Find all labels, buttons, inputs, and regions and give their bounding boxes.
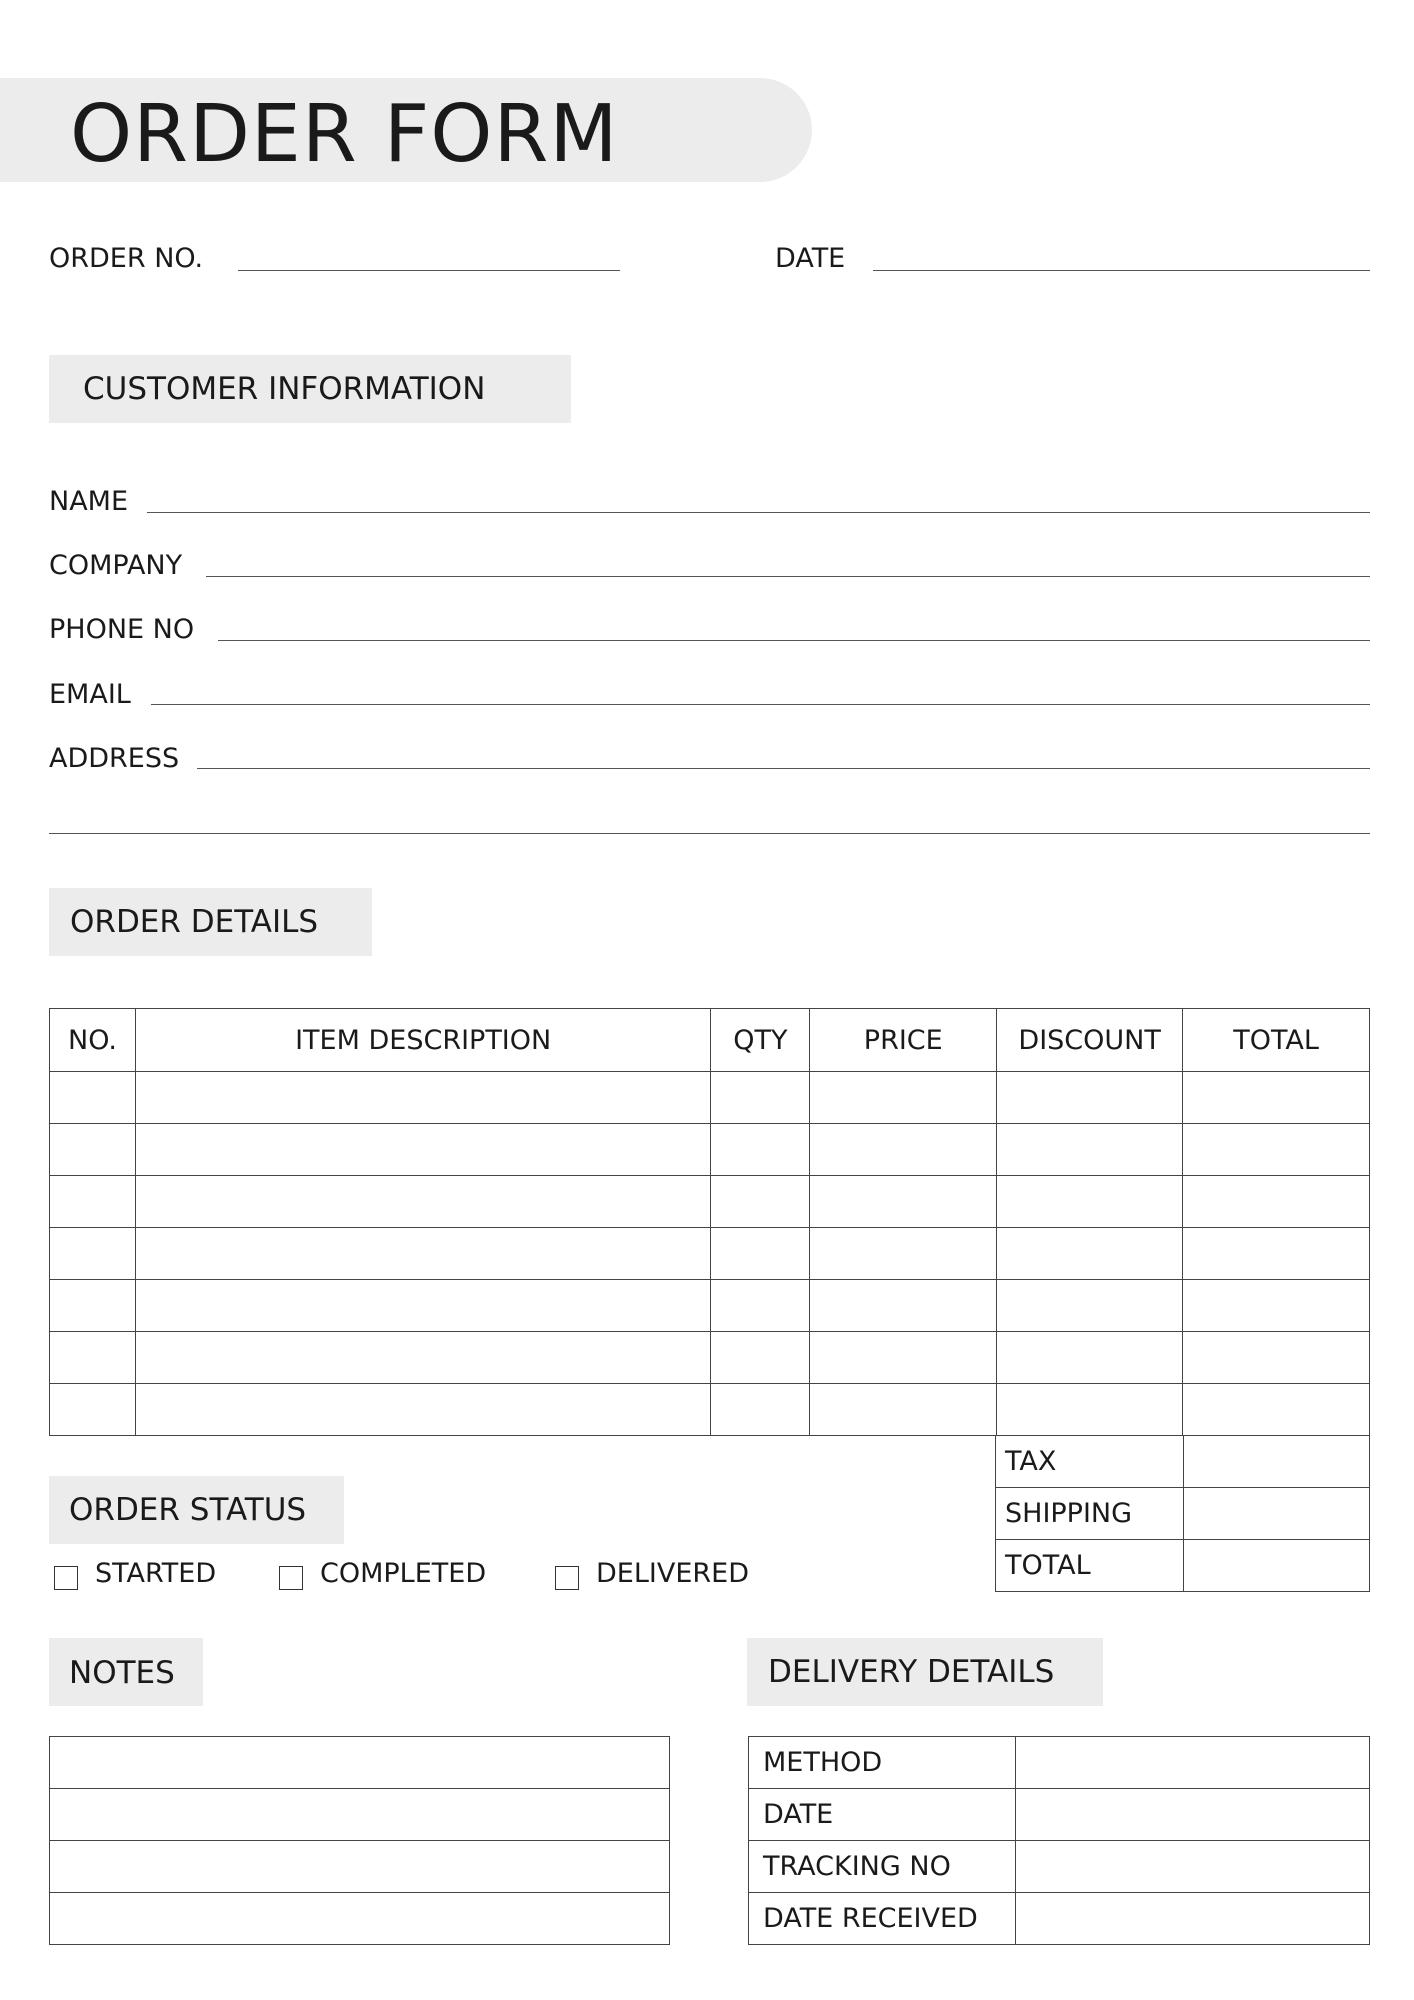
table-cell[interactable] bbox=[135, 1176, 710, 1228]
address-field-line-2[interactable] bbox=[49, 833, 1370, 834]
table-cell[interactable] bbox=[135, 1228, 710, 1280]
date-received-value-cell[interactable] bbox=[1015, 1893, 1369, 1945]
started-checkbox[interactable] bbox=[54, 1566, 78, 1590]
table-cell[interactable] bbox=[1183, 1124, 1370, 1176]
table-cell[interactable] bbox=[711, 1124, 810, 1176]
table-cell[interactable] bbox=[135, 1124, 710, 1176]
table-cell[interactable] bbox=[997, 1176, 1183, 1228]
page-title: ORDER FORM bbox=[70, 88, 619, 180]
email-field[interactable] bbox=[151, 704, 1370, 705]
method-label: METHOD bbox=[749, 1737, 1016, 1789]
order-details-heading: ORDER DETAILS bbox=[70, 904, 319, 940]
tracking-no-value-cell[interactable] bbox=[1015, 1841, 1369, 1893]
summary-table bbox=[995, 1435, 1370, 1592]
table-row bbox=[50, 1228, 1370, 1280]
total-label: TOTAL bbox=[996, 1540, 1184, 1592]
table-cell[interactable] bbox=[135, 1384, 710, 1436]
completed-checkbox[interactable] bbox=[279, 1566, 303, 1590]
notes-cell[interactable] bbox=[50, 1789, 670, 1841]
table-cell[interactable] bbox=[1183, 1176, 1370, 1228]
table-cell[interactable] bbox=[810, 1280, 997, 1332]
date-field[interactable] bbox=[873, 270, 1370, 271]
date-label: DATE bbox=[775, 243, 846, 274]
table-cell[interactable] bbox=[997, 1124, 1183, 1176]
company-label: COMPANY bbox=[49, 550, 183, 581]
table-cell[interactable] bbox=[810, 1332, 997, 1384]
address-field[interactable] bbox=[197, 768, 1370, 769]
table-cell[interactable] bbox=[711, 1332, 810, 1384]
name-label: NAME bbox=[49, 486, 129, 517]
table-cell[interactable] bbox=[135, 1072, 710, 1124]
table-row bbox=[50, 1124, 1370, 1176]
table-row bbox=[50, 1176, 1370, 1228]
order-details-table bbox=[49, 1008, 1370, 1436]
table-header-row bbox=[50, 1009, 1370, 1072]
total-value-cell[interactable] bbox=[1183, 1540, 1369, 1592]
shipping-label: SHIPPING bbox=[996, 1488, 1184, 1540]
order-no-label: ORDER NO. bbox=[49, 243, 204, 274]
notes-table bbox=[49, 1736, 670, 1945]
table-row bbox=[50, 1280, 1370, 1332]
table-cell[interactable] bbox=[997, 1228, 1183, 1280]
address-label: ADDRESS bbox=[49, 743, 180, 774]
delivery-row-method bbox=[749, 1737, 1370, 1789]
started-label: STARTED bbox=[95, 1558, 217, 1589]
column-header-qty: QTY bbox=[711, 1009, 810, 1072]
table-cell[interactable] bbox=[50, 1280, 136, 1332]
table-cell[interactable] bbox=[997, 1384, 1183, 1436]
table-cell[interactable] bbox=[711, 1176, 810, 1228]
notes-cell[interactable] bbox=[50, 1737, 670, 1789]
table-row bbox=[50, 1072, 1370, 1124]
completed-label: COMPLETED bbox=[320, 1558, 487, 1589]
table-cell[interactable] bbox=[135, 1280, 710, 1332]
notes-line bbox=[50, 1789, 670, 1841]
table-cell[interactable] bbox=[711, 1072, 810, 1124]
tax-value-cell[interactable] bbox=[1183, 1436, 1369, 1488]
phone-field[interactable] bbox=[218, 640, 1370, 641]
table-cell[interactable] bbox=[711, 1228, 810, 1280]
order-status-heading: ORDER STATUS bbox=[69, 1492, 307, 1528]
delivery-row-tracking bbox=[749, 1841, 1370, 1893]
email-label: EMAIL bbox=[49, 679, 131, 710]
table-row bbox=[50, 1384, 1370, 1436]
table-cell[interactable] bbox=[711, 1384, 810, 1436]
table-cell[interactable] bbox=[997, 1072, 1183, 1124]
notes-cell[interactable] bbox=[50, 1893, 670, 1945]
table-cell[interactable] bbox=[1183, 1072, 1370, 1124]
summary-row-shipping bbox=[996, 1488, 1370, 1540]
table-cell[interactable] bbox=[50, 1228, 136, 1280]
shipping-value-cell[interactable] bbox=[1183, 1488, 1369, 1540]
order-no-field[interactable] bbox=[238, 270, 620, 271]
column-header-discount: DISCOUNT bbox=[997, 1009, 1183, 1072]
column-header-total: TOTAL bbox=[1183, 1009, 1370, 1072]
table-cell[interactable] bbox=[1183, 1280, 1370, 1332]
delivery-date-value-cell[interactable] bbox=[1015, 1789, 1369, 1841]
delivered-label: DELIVERED bbox=[596, 1558, 749, 1589]
table-cell[interactable] bbox=[997, 1332, 1183, 1384]
table-cell[interactable] bbox=[135, 1332, 710, 1384]
summary-row-total bbox=[996, 1540, 1370, 1592]
delivery-row-date bbox=[749, 1789, 1370, 1841]
date-received-label: DATE RECEIVED bbox=[749, 1893, 1016, 1945]
table-cell[interactable] bbox=[1183, 1228, 1370, 1280]
column-header-price: PRICE bbox=[810, 1009, 997, 1072]
notes-line bbox=[50, 1841, 670, 1893]
table-cell[interactable] bbox=[50, 1072, 136, 1124]
delivered-checkbox[interactable] bbox=[555, 1566, 579, 1590]
delivery-details-table bbox=[748, 1736, 1370, 1945]
delivery-row-date-received bbox=[749, 1893, 1370, 1945]
table-cell[interactable] bbox=[50, 1124, 136, 1176]
name-field[interactable] bbox=[147, 512, 1370, 513]
table-cell[interactable] bbox=[1183, 1384, 1370, 1436]
table-row bbox=[50, 1332, 1370, 1384]
company-field[interactable] bbox=[206, 576, 1370, 577]
table-cell[interactable] bbox=[50, 1176, 136, 1228]
method-value-cell[interactable] bbox=[1015, 1737, 1369, 1789]
table-cell[interactable] bbox=[1183, 1332, 1370, 1384]
table-cell[interactable] bbox=[810, 1124, 997, 1176]
table-cell[interactable] bbox=[810, 1072, 997, 1124]
notes-line bbox=[50, 1737, 670, 1789]
table-cell[interactable] bbox=[810, 1176, 997, 1228]
table-cell[interactable] bbox=[711, 1280, 810, 1332]
phone-label: PHONE NO bbox=[49, 614, 195, 645]
table-cell[interactable] bbox=[50, 1332, 136, 1384]
notes-line bbox=[50, 1893, 670, 1945]
column-header-item-description: ITEM DESCRIPTION bbox=[135, 1009, 710, 1072]
tax-label: TAX bbox=[996, 1436, 1184, 1488]
notes-heading: NOTES bbox=[69, 1655, 175, 1691]
summary-row-tax bbox=[996, 1436, 1370, 1488]
table-cell[interactable] bbox=[810, 1228, 997, 1280]
table-cell[interactable] bbox=[810, 1384, 997, 1436]
table-cell[interactable] bbox=[997, 1280, 1183, 1332]
column-header-no: NO. bbox=[50, 1009, 136, 1072]
customer-info-heading: CUSTOMER INFORMATION bbox=[83, 371, 486, 407]
table-cell[interactable] bbox=[50, 1384, 136, 1436]
delivery-date-label: DATE bbox=[749, 1789, 1016, 1841]
tracking-no-label: TRACKING NO bbox=[749, 1841, 1016, 1893]
notes-cell[interactable] bbox=[50, 1841, 670, 1893]
delivery-details-heading: DELIVERY DETAILS bbox=[768, 1654, 1055, 1690]
